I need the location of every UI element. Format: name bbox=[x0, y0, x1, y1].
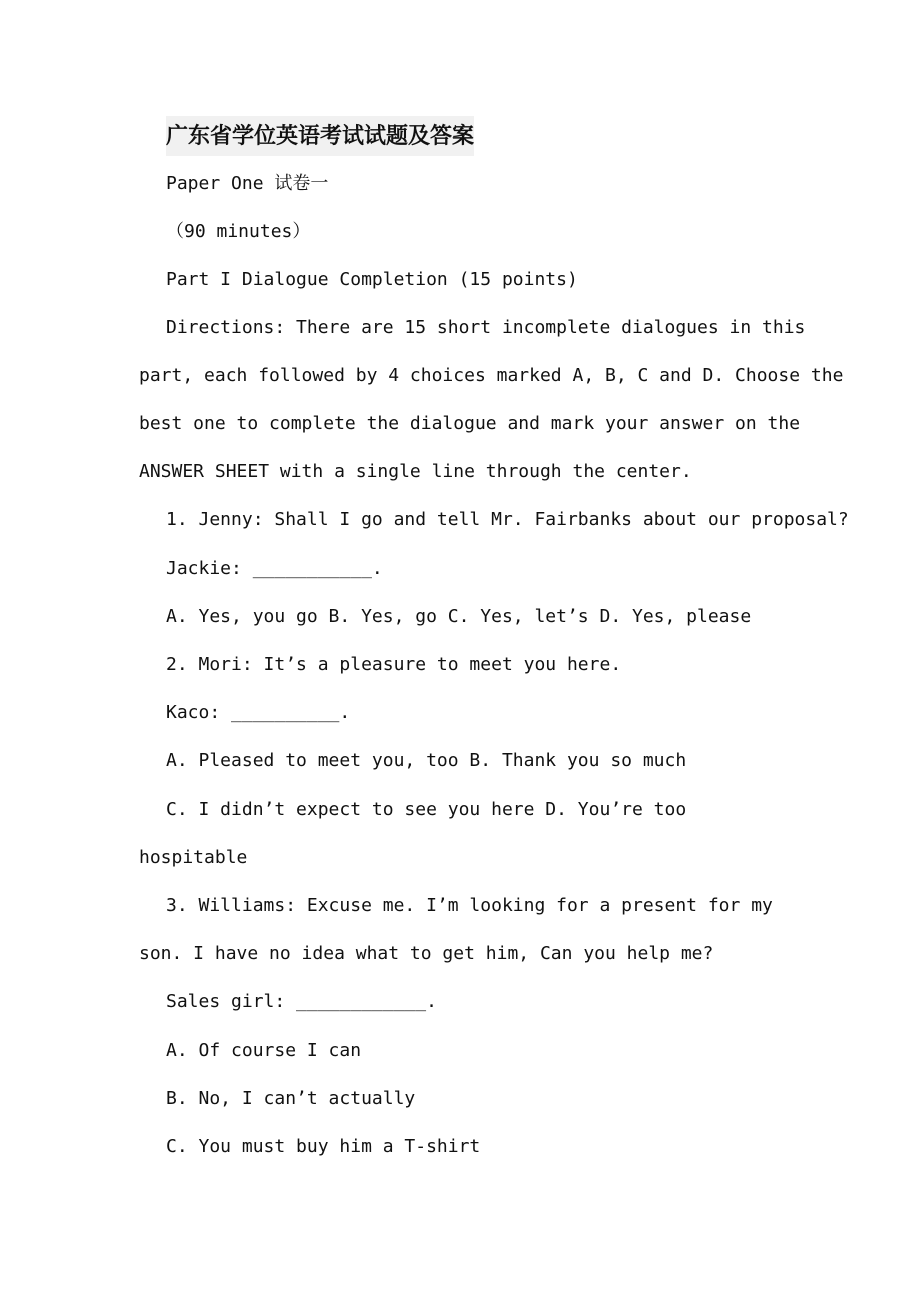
part-heading: Part I Dialogue Completion (15 points) bbox=[166, 269, 578, 290]
question-3-option: B. No, I can’t actually bbox=[166, 1088, 416, 1109]
question-2-prompt: 2. Mori: It’s a pleasure to meet you here. bbox=[166, 654, 622, 675]
question-3-prompt: 3. Williams: Excuse me. I’m looking for a present for my bbox=[166, 895, 773, 916]
directions-line: part, each followed by 4 choices marked A, B, C and D. Choose the bbox=[139, 365, 844, 386]
paper-heading: Paper One 试卷一 bbox=[166, 173, 329, 194]
question-3-option: C. You must buy him a T-shirt bbox=[166, 1136, 481, 1157]
question-3-response: Sales girl: ____________. bbox=[166, 991, 437, 1012]
question-1-prompt: 1. Jenny: Shall I go and tell Mr. Fairbanks about our proposal? bbox=[166, 509, 849, 530]
question-1-response: Jackie: ___________. bbox=[166, 558, 383, 579]
question-2-option: C. I didn’t expect to see you here D. You’re too bbox=[166, 799, 687, 820]
question-3-prompt-continued: son. I have no idea what to get him, Can you help me? bbox=[139, 943, 714, 964]
question-2-option: A. Pleased to meet you, too B. Thank you so much bbox=[166, 750, 687, 771]
directions-line: ANSWER SHEET with a single line through the center. bbox=[139, 461, 692, 482]
question-1-options: A. Yes, you go B. Yes, go C. Yes, let’s D. Yes, please bbox=[166, 606, 752, 627]
directions-line: best one to complete the dialogue and mark your answer on the bbox=[139, 413, 801, 434]
question-3-option: A. Of course I can bbox=[166, 1040, 362, 1061]
question-2-option-continued: hospitable bbox=[139, 847, 248, 868]
question-2-response: Kaco: __________. bbox=[166, 702, 351, 723]
directions-line: Directions: There are 15 short incomplete dialogues in this bbox=[166, 317, 806, 338]
document-title: 广东省学位英语考试试题及答案 bbox=[166, 116, 474, 156]
time-limit: （90 minutes） bbox=[166, 221, 311, 242]
